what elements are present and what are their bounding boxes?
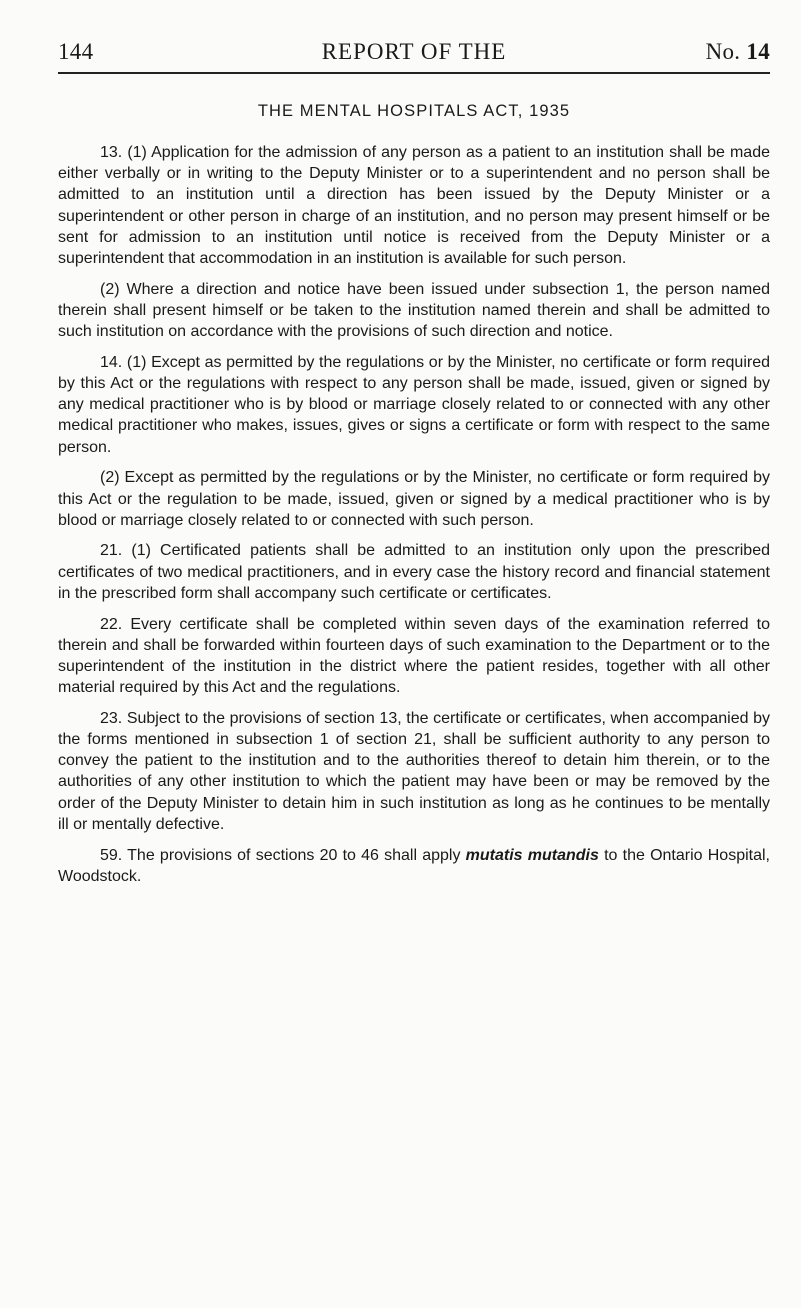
section-59-text-end: to the Ontario Hospital, Woodstock. (58, 846, 770, 885)
page-header (58, 36, 770, 74)
section-14-2: (2) Except as permitted by the regulations or by the Minister, no certificate or form required by this Act or the regulation to be made, issued, given or signed by a medical practitioner who is by blood or marriage closely related to or connected with such person. (58, 469, 770, 529)
latin-phrase: mutatis mutandis (465, 846, 599, 864)
act-title: THE MENTAL HOSPITALS ACT, 1935 (257, 102, 571, 120)
section-14-1: 14. (1) Except as permitted by the regulations or by the Minister, no certificate or form required by this Act or the regulations with respect to any person shall be made, issued, given or signed by any medical practitioner who is by blood or marriage closely related to or connected with any other medical practitioner who makes, issues, gives or signs a certificate or form with respect to the same person. (58, 353, 770, 456)
section-21-1: 21. (1) Certificated patients shall be admitted to an institution only upon the prescribed certificates of two medical practitioners, and in every case the history record and financial statement in the prescribed form shall accompany such certificate or certificates. (58, 542, 770, 602)
section-59-text-start: 59. The provisions of sections 20 to 46 shall apply (100, 846, 466, 864)
section-13-1: 13. (1) Application for the admission of any person as a patient to an institution shall be made either verbally or in writing to the Deputy Minister or to a superintendent and no person shall be admitted to an institution until a direction has been issued by the Deputy Minister or a superintendent or other person in charge of an institution, and no person may present himself or be sent for admission to an institution until notice is received from the Deputy Minister or a superintendent that accommodation in an institution is available for such person. (58, 144, 770, 268)
section-22: 22. Every certificate shall be completed within seven days of the examination referred to therein and shall be forwarded within fourteen days of such examination to the Department or to the superintendent of the institution in the district where the patient resides, together with all other material required by this Act and the regulations. (58, 615, 770, 697)
running-title: REPORT OF THE (321, 39, 507, 64)
section-13-2: (2) Where a direction and notice have been issued under subsection 1, the person named therein shall present himself or be taken to the institution named therein and shall be admitted to such institution on accordance with the provisions of such direction and notice. (58, 280, 770, 341)
document-page (58, 36, 770, 897)
report-number-prefix: No. (705, 39, 741, 64)
section-59 (58, 845, 770, 887)
section-23: 23. Subject to the provisions of section 13, the certificate or certificates, when accompanied by the forms mentioned in subsection 1 of section 21, shall be sufficient authority to any person to convey the patient to the institution and to the authorities thereof to detain him therein, or to the authorities of any other institution to which the patient may have been or may be removed by the order of the Deputy Minister to detain him in such institution as long as he continues to be mentally ill or mentally defective. (58, 709, 770, 833)
page-number: 144 (58, 39, 94, 64)
act-body (58, 142, 770, 887)
report-number (706, 36, 770, 68)
report-number-value: 14 (746, 39, 770, 64)
